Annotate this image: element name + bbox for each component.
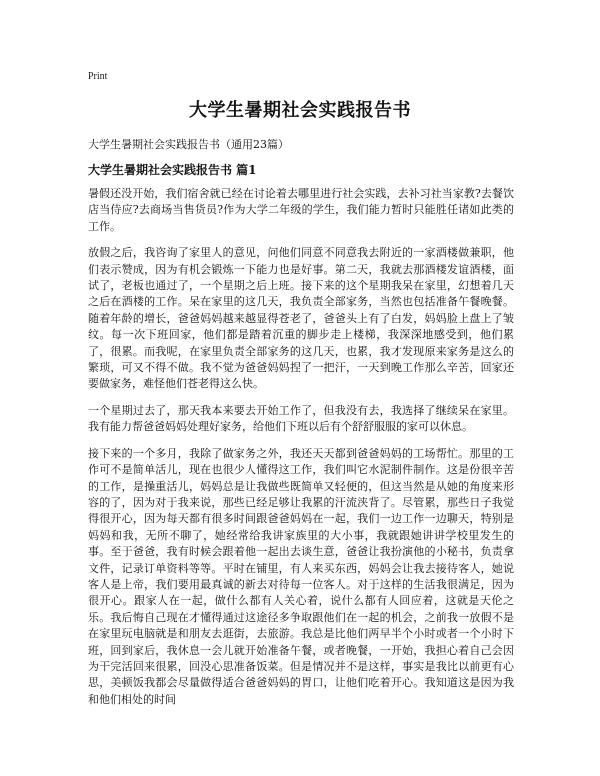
print-link[interactable]: Print [88,71,108,82]
document-title: 大学生暑期社会实践报告书 [189,100,411,121]
paragraph-1: 暑假还没开始，我们宿舍就已经在讨论着去哪里进行社会实践，去补习社当家教?去餐饮店当侍应?去商场当售货员?作为大学二年级的学生，我们能力暂时只能胜任诸如此类的工作。 [88,187,514,233]
section-heading: 大学生暑期社会实践报告书 篇1 [88,163,257,177]
paragraph-2: 放假之后，我咨询了家里人的意见，问他们同意不同意我去附近的一家酒楼做兼职，他们表示赞成，因为有机会锻炼一下能力也是好事。第二天，我就去那酒楼发谊酒楼，面试了，老板也通过了，一个星期之后上班。接下来的这个星期我呆在家里，幻想着几天之后在酒楼的工作。呆在家里的这几天，我负责全部家务，当然也包括准备午餐晚餐。随着年龄的增长，爸爸妈妈越来越显得苍老了，爸爸头上有了白发，妈妈脸上盘上了皱纹。每一次下班回家，他们都是踏着沉重的脚步走上楼梯，我深深地感受到，他们累了，很累。而我呢，在家里负责全部家务的这几天，也累，我才发现原来家务是这么的繁琐，可又不得不做。我不觉为爸爸妈妈捏了一把汗，一天到晚工作那么辛苦，回家还要做家务，难怪他们苍老得这么快。 [88,246,514,391]
paragraph-3: 一个星期过去了，那天我本来要去开始工作了，但我没有去，我选择了继续呆在家里。我有能力帮爸爸妈妈处理好家务，给他们下班以后有个舒舒服服的家可以休息。 [88,403,514,434]
paragraph-4: 接下来的一个多月，我除了做家务之外，我还天天都到爸爸妈妈的工场帮忙。那里的工作可不是简单活儿，现在也很少人懂得这工作，我们叫它水泥制件制作。这是份很辛苦的工作，是操重活儿，妈妈总是让我做些既简单又轻便的，但这当然是从她的角度来形容的了，因为对于我来说，那些已经足够让我累的汗流浃背了。尽管累，那些日子我觉得很开心，因为每天都有很多时间跟爸爸妈妈在一起，我们一边工作一边聊天，特别是妈妈和我，无所不聊了，她经常给我讲家族里的大小事，我就跟她讲讲学校里发生的事。至于爸爸，我有时候会跟着他一起出去谈生意，爸爸让我扮演他的小秘书，负责拿文件，记录订单资料等等。平时在铺里，有人来买东西，妈妈会让我去接待客人，她说客人是上帝，我们要用最真诚的新去对待每一位客人。对于这样的生活我很满足，因为很开心。跟家人在一起，做什么都有人关心着，说什么都有人回应着，这就是天伦之乐。我后悔自己现在才懂得通过这途径多争取跟他们在一起的机会，之前我一放假不是在家里玩电脑就是和朋友去逛街，去旅游。我总是比他们两早半个小时或者一个小时下班，回到家后，我休息一会儿就开始准备午餐，或者晚餐，一开始，我担心着自己会因为干完活回来很累，回没心思准备饭菜。但是情况并不是这样，事实是我比以前更有心思，美顿饭我都会尽量做得适合爸爸妈妈的胃口，让他们吃着开心。我知道这是因为我和他们相处的时间 [88,446,514,706]
document-subtitle: 大学生暑期社会实践报告书（通用23篇） [88,138,289,151]
document-body [88,186,514,718]
